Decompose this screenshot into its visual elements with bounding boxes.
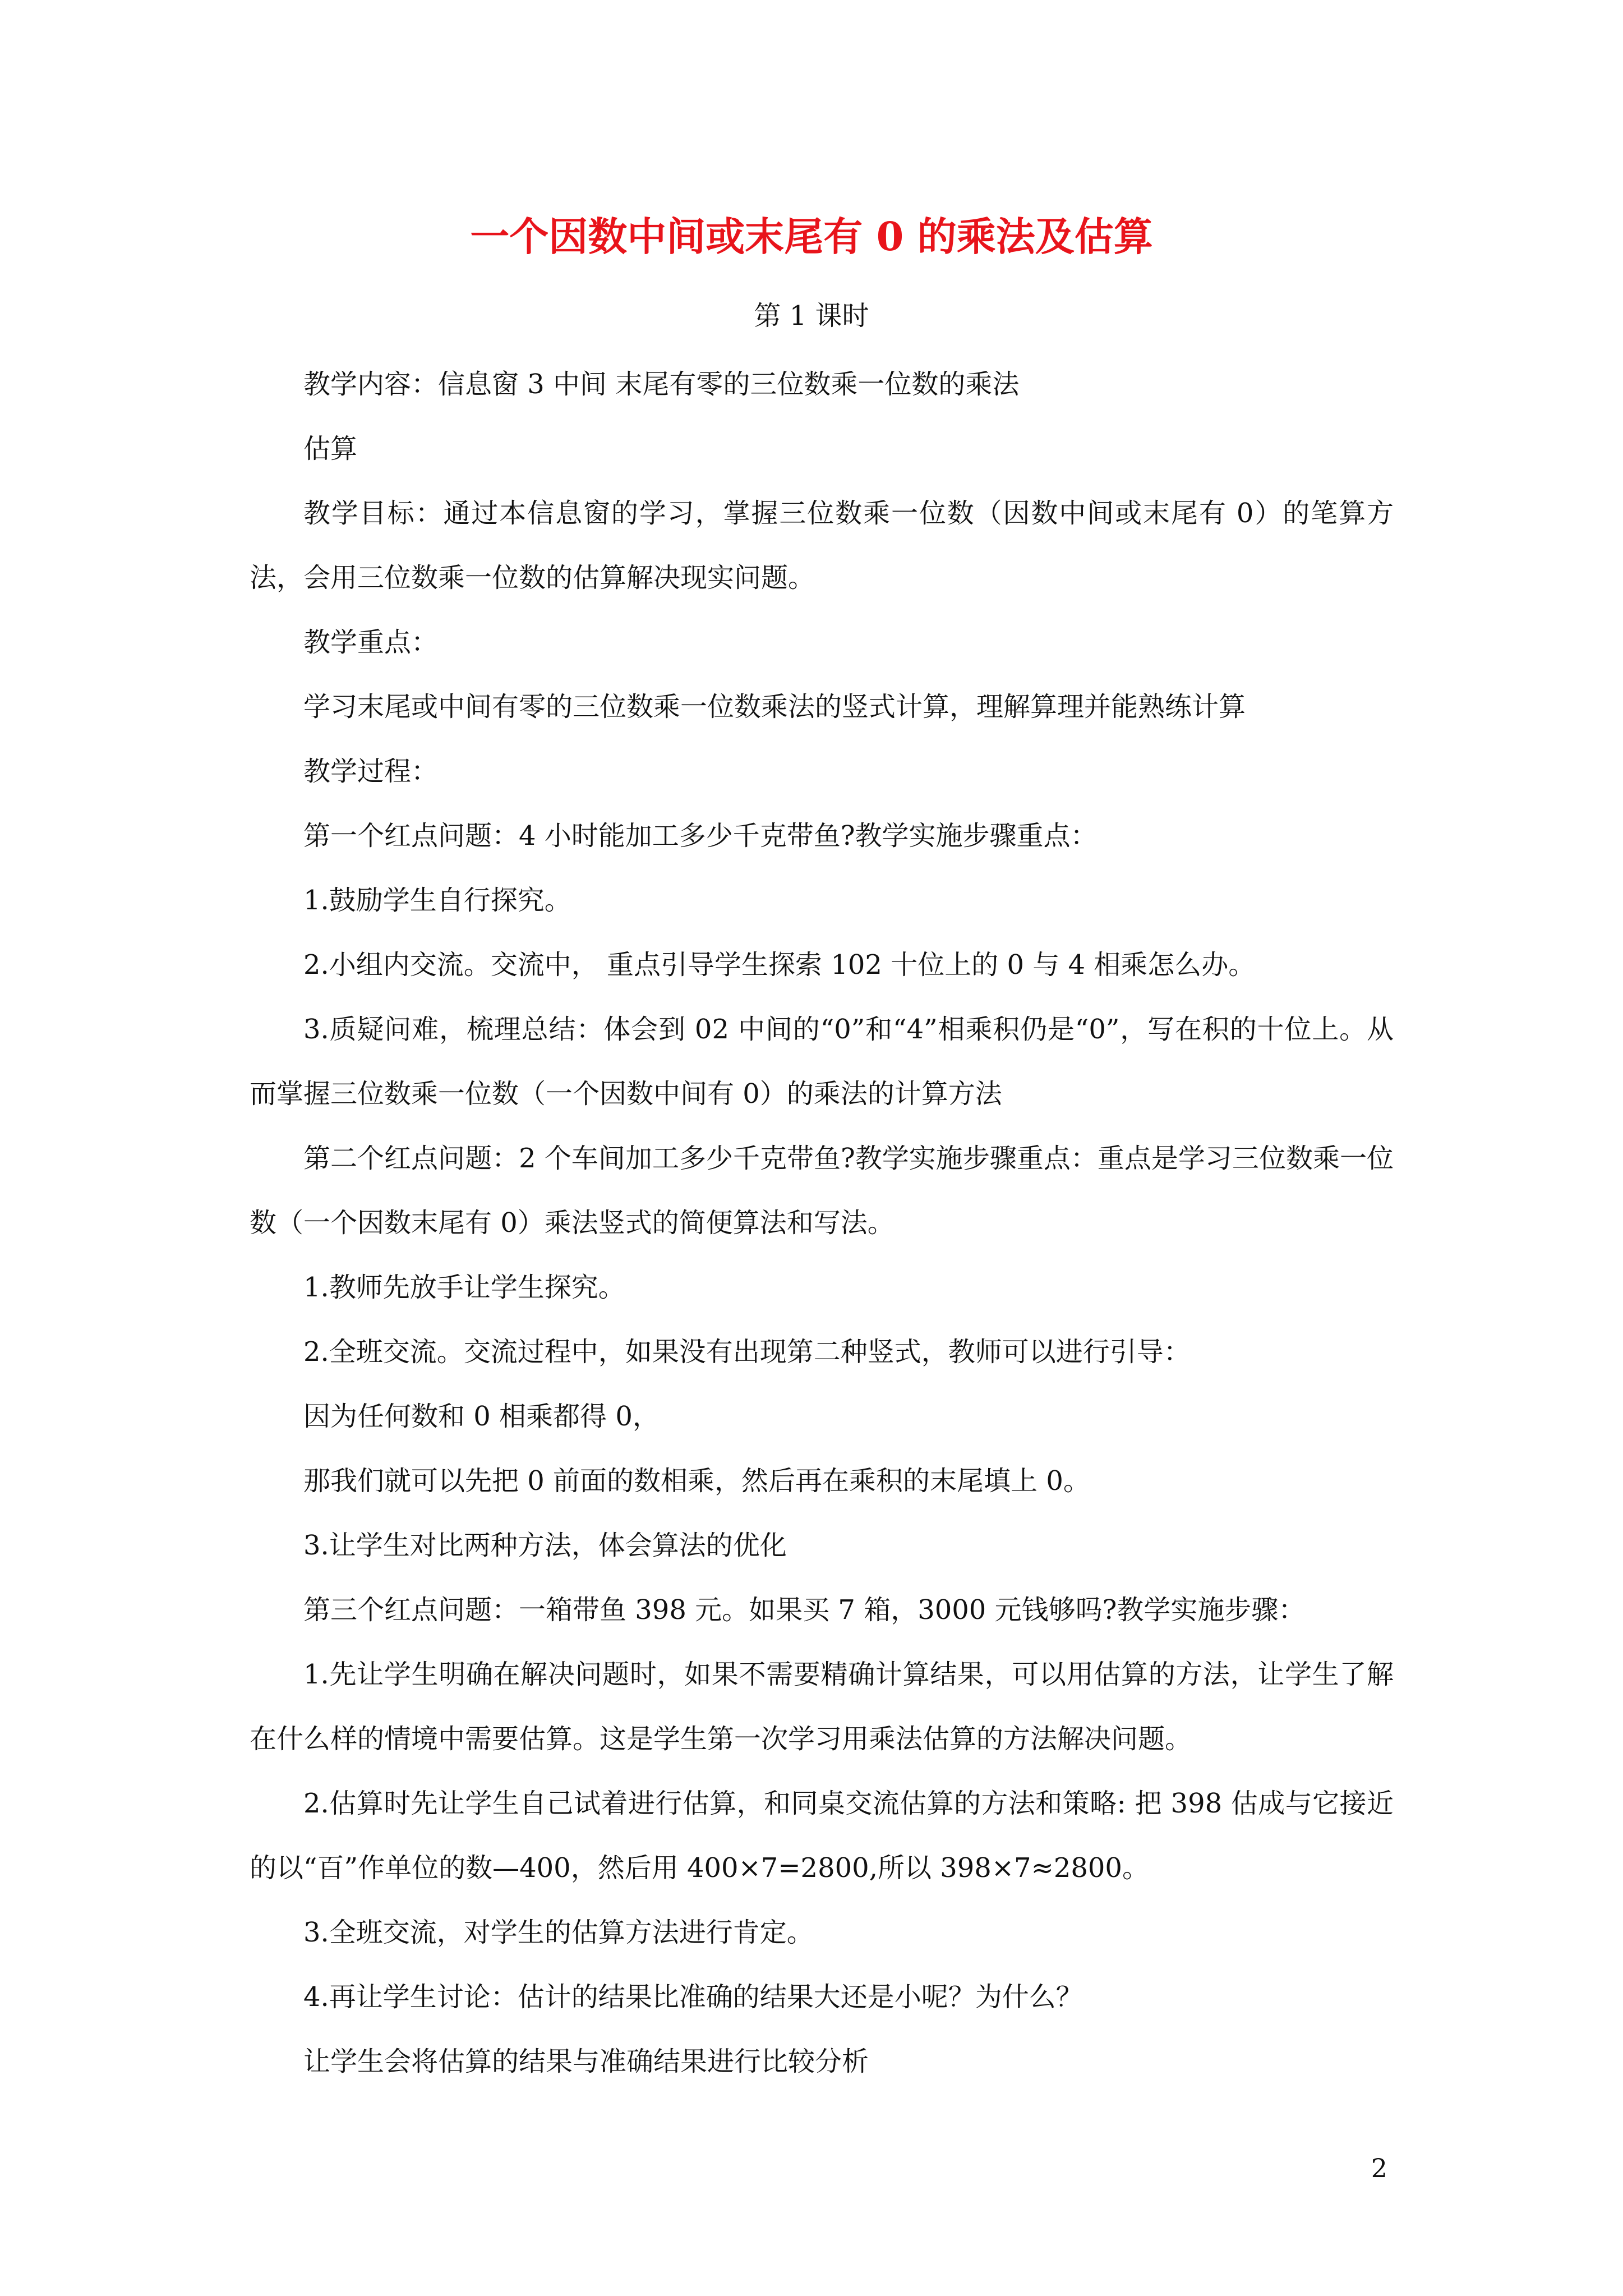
- document-title: 一个因数中间或末尾有 0 的乘法及估算: [470, 213, 1153, 260]
- document-body: [250, 352, 1394, 2094]
- paragraph-q3-step-1: 1.先让学生明确在解决问题时，如果不需要精确计算结果，可以用估算的方法，让学生了解在什么样的情境中需要估算。这是学生第一次学习用乘法估算的方法解决问题。: [250, 1659, 1394, 1755]
- paragraph-key-points-label: 教学重点：: [303, 627, 439, 658]
- paragraph-key-points: 学习末尾或中间有零的三位数乘一位数乘法的竖式计算，理解算理并能熟练计算: [303, 691, 1246, 723]
- paragraph-q3-conclusion: 让学生会将估算的结果与准确结果进行比较分析: [303, 2046, 869, 2077]
- paragraph-question-2: 第二个红点问题：2 个车间加工多少千克带鱼?教学实施步骤重点：重点是学习三位数乘一位数（一个因数末尾有 0）乘法竖式的简便算法和写法。: [250, 1143, 1394, 1239]
- paragraph-teaching-goal: 教学目标：通过本信息窗的学习，掌握三位数乘一位数（因数中间或末尾有 0）的笔算方法，会用三位数乘一位数的估算解决现实问题。: [250, 498, 1394, 593]
- paragraph-q2-step-1: 1.教师先放手让学生探究。: [303, 1272, 625, 1303]
- page-number: 2: [1371, 2153, 1387, 2183]
- paragraph-q1-step-1: 1.鼓励学生自行探究。: [303, 885, 571, 916]
- paragraph-q2-note-2: 那我们就可以先把 0 前面的数相乘，然后再在乘积的末尾填上 0。: [303, 1465, 1090, 1497]
- paragraph-estimation: 估算: [303, 433, 358, 464]
- paragraph-q3-step-4: 4.再让学生讨论：估计的结果比准确的结果大还是小呢？为什么？: [303, 1981, 1083, 2013]
- paragraph-q3-step-3: 3.全班交流，对学生的估算方法进行肯定。: [303, 1917, 814, 1948]
- paragraph-q2-note-1: 因为任何数和 0 相乘都得 0，: [303, 1401, 660, 1432]
- paragraph-q1-step-2: 2.小组内交流。交流中， 重点引导学生探索 102 十位上的 0 与 4 相乘怎么办。: [303, 949, 1256, 981]
- paragraph-q2-step-3: 3.让学生对比两种方法，体会算法的优化: [303, 1530, 787, 1561]
- paragraph-process-label: 教学过程：: [303, 756, 439, 787]
- paragraph-q1-step-3: 3.质疑问难，梳理总结：体会到 02 中间的“0”和“4”相乘积仍是“0”，写在积的十位上。从而掌握三位数乘一位数（一个因数中间有 0）的乘法的计算方法: [250, 1014, 1394, 1110]
- paragraph-question-1: 第一个红点问题：4 小时能加工多少千克带鱼?教学实施步骤重点：: [303, 820, 1098, 852]
- paragraph-q3-step-2: 2.估算时先让学生自己试着进行估算，和同桌交流估算的方法和策略: 把 398 估成与它接近的以“百”作单位的数—400，然后用 400×7=2800,所以 398×7≈2800。: [250, 1788, 1394, 1884]
- paragraph-teaching-content: 教学内容：信息窗 3 中间 末尾有零的三位数乘一位数的乘法: [303, 369, 1020, 400]
- paragraph-q2-step-2: 2.全班交流。交流过程中，如果没有出现第二种竖式，教师可以进行引导：: [303, 1336, 1191, 1368]
- lesson-subtitle: 第 1 课时: [754, 300, 869, 332]
- paragraph-question-3: 第三个红点问题：一箱带鱼 398 元。如果买 7 箱，3000 元钱够吗?教学实施步骤：: [303, 1594, 1306, 1626]
